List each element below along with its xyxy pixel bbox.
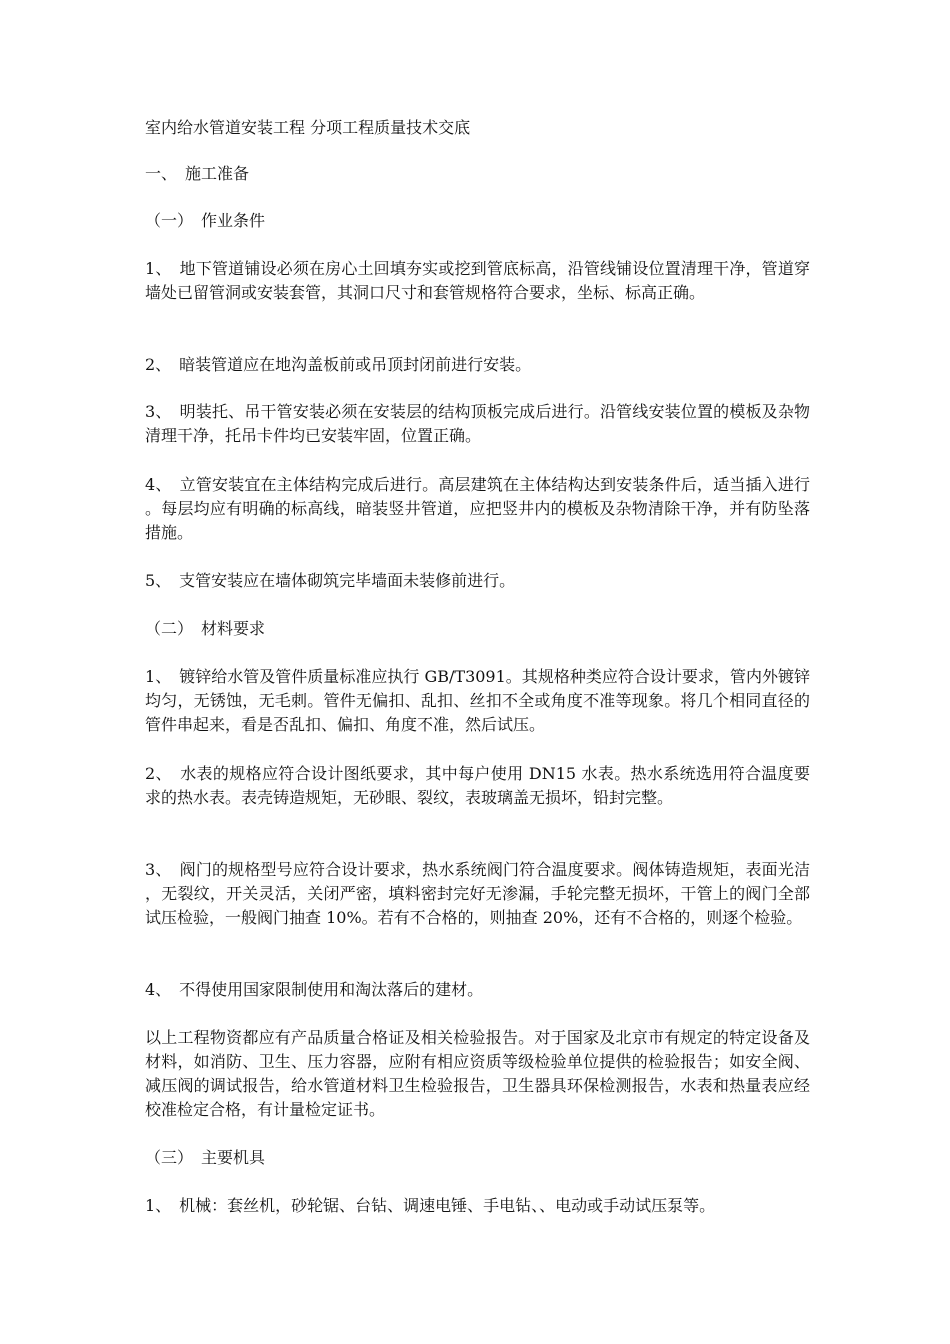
work-condition-item-5: 5、 支管安装应在墙体砌筑完毕墙面未装修前进行。 [145,571,516,590]
subsection-heading-main-tools: （三） 主要机具 [145,1148,266,1167]
material-item-1: 1、 镀锌给水管及管件质量标准应执行 GB/T3091。其规格种类应符合设计要求，管内外镀锌均匀，无锈蚀，无毛刺。管件无偏扣、乱扣、丝扣不全或角度不准等现象。将几个相同直径的管件串起来，看是否乱扣、偏扣、角度不准，然后试压。 [145,667,810,734]
work-condition-item-2: 2、 暗装管道应在地沟盖板前或吊顶封闭前进行安装。 [145,355,532,374]
subsection-heading-work-conditions: （一） 作业条件 [145,211,266,230]
work-condition-item-1: 1、 地下管道铺设必须在房心土回填夯实或挖到管底标高，沿管线铺设位置清理干净，管道穿墙处已留管洞或安装套管，其洞口尺寸和套管规格符合要求，坐标、标高正确。 [145,259,810,302]
material-item-4: 4、 不得使用国家限制使用和淘汰落后的建材。 [145,980,484,999]
work-condition-item-4: 4、 立管安装宜在主体结构完成后进行。高层建筑在主体结构达到安装条件后，适当插入进行。每层均应有明确的标高线，暗装竖井管道，应把竖井内的模板及杂物清除干净，并有防坠落措施。 [145,475,810,542]
tools-item-1: 1、 机械：套丝机，砂轮锯、台钻、调速电锤、手电钻、、电动或手动试压泵等。 [145,1196,716,1215]
work-condition-item-3: 3、 明装托、吊干管安装必须在安装层的结构顶板完成后进行。沿管线安装位置的模板及杂物清理干净，托吊卡件均已安装牢固，位置正确。 [145,402,810,445]
section-heading-preparation: 一、 施工准备 [145,164,250,183]
material-note-paragraph: 以上工程物资都应有产品质量合格证及相关检验报告。对于国家及北京市有规定的特定设备及材料，如消防、卫生、压力容器，应附有相应资质等级检验单位提供的检验报告；如安全阀、减压阀的调试报告，给水管道材料卫生检验报告，卫生器具环保检测报告，水表和热量表应经校准检定合格，有计量检定证书。 [145,1028,810,1119]
material-item-3: 3、 阀门的规格型号应符合设计要求，热水系统阀门符合温度要求。阀体铸造规矩，表面光洁，无裂纹，开关灵活，关闭严密，填料密封完好无渗漏，手轮完整无损坏，干管上的阀门全部试压检验，一般阀门抽查 10%。若有不合格的，则抽查 20%，还有不合格的，则逐个检验。 [145,860,810,927]
material-item-2: 2、 水表的规格应符合设计图纸要求，其中每户使用 DN15 水表。热水系统选用符合温度要求的热水表。表壳铸造规矩，无砂眼、裂纹，表玻璃盖无损坏，铅封完整。 [145,764,810,807]
document-title: 室内给水管道安装工程 分项工程质量技术交底 [145,118,471,137]
subsection-heading-material-requirements: （二） 材料要求 [145,619,266,638]
